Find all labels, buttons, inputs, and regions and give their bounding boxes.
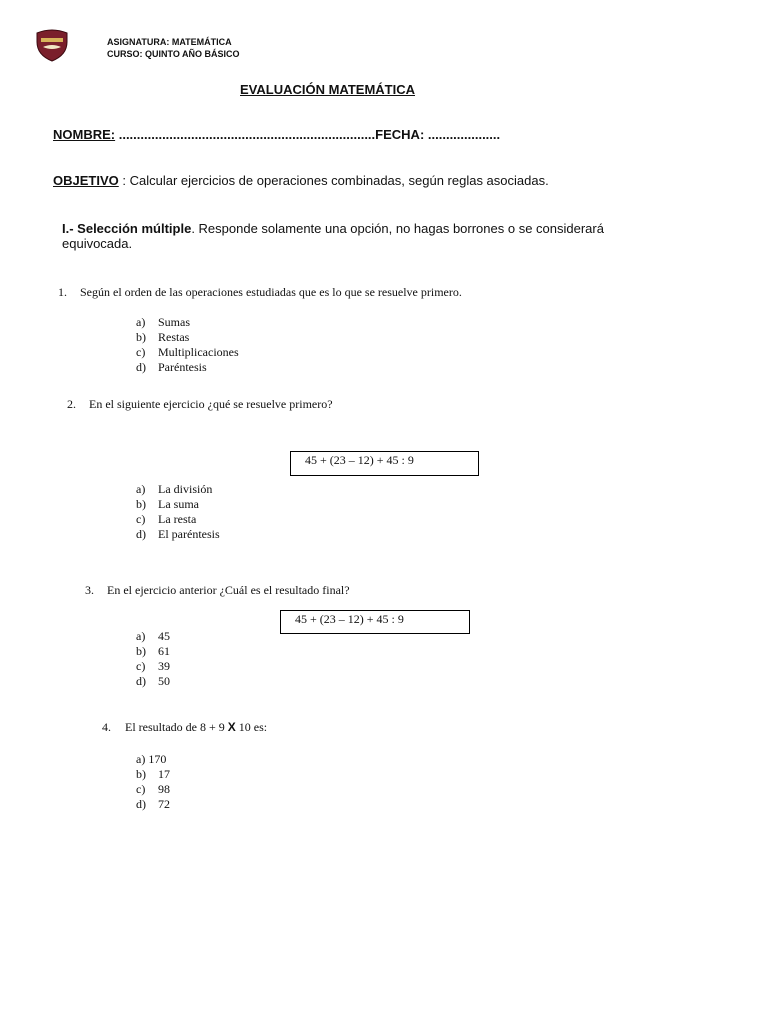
school-crest-icon bbox=[34, 28, 70, 62]
option[interactable]: b) 17 bbox=[136, 767, 170, 781]
question-number: 4. bbox=[102, 720, 111, 734]
option[interactable]: d) El paréntesis bbox=[136, 527, 220, 541]
expression-box: 45 + (23 – 12) + 45 : 9 bbox=[290, 451, 479, 476]
option[interactable]: d) Paréntesis bbox=[136, 360, 207, 374]
question-3-options bbox=[136, 629, 170, 689]
question-number: 1. bbox=[58, 285, 67, 299]
question-2 bbox=[67, 397, 333, 412]
question-2-options bbox=[136, 482, 220, 542]
question-number: 3. bbox=[85, 583, 94, 597]
objective bbox=[53, 173, 549, 188]
section-instructions bbox=[62, 221, 622, 251]
question-text: El resultado de 8 + 9 bbox=[125, 720, 228, 734]
subject-label: ASIGNATURA: MATEMÁTICA bbox=[107, 37, 232, 47]
school-info bbox=[107, 36, 240, 60]
course-label: CURSO: QUINTO AÑO BÁSICO bbox=[107, 49, 240, 59]
page-title: EVALUACIÓN MATEMÁTICA bbox=[240, 82, 416, 97]
option[interactable]: c) 39 bbox=[136, 659, 170, 673]
name-date-line bbox=[53, 127, 500, 142]
question-1 bbox=[58, 285, 462, 300]
option[interactable]: a) La división bbox=[136, 482, 213, 496]
option[interactable]: a) Sumas bbox=[136, 315, 191, 329]
name-field[interactable]: ....................................................................... bbox=[115, 127, 376, 142]
question-text: 10 es: bbox=[235, 720, 268, 734]
option[interactable]: b) Restas bbox=[136, 330, 190, 344]
section-heading: I.- Selección múltiple bbox=[62, 221, 192, 236]
name-label: NOMBRE: bbox=[53, 127, 116, 142]
date-field[interactable]: .................... bbox=[424, 127, 501, 142]
question-4-options bbox=[136, 752, 170, 812]
option[interactable]: b) 61 bbox=[136, 644, 170, 658]
multiply-operator: X bbox=[227, 720, 236, 734]
question-1-options bbox=[136, 315, 239, 375]
question-text: En el siguiente ejercicio ¿qué se resuelve primero? bbox=[89, 397, 333, 411]
option[interactable]: c) Multiplicaciones bbox=[136, 345, 239, 359]
option[interactable]: b) La suma bbox=[136, 497, 199, 511]
option[interactable]: c) La resta bbox=[136, 512, 197, 526]
question-3 bbox=[85, 583, 350, 598]
option[interactable]: a) 170 bbox=[136, 752, 167, 766]
option[interactable]: d) 72 bbox=[136, 797, 170, 811]
objective-label: OBJETIVO bbox=[53, 173, 119, 188]
expression-box: 45 + (23 – 12) + 45 : 9 bbox=[280, 610, 470, 634]
option[interactable]: d) 50 bbox=[136, 674, 170, 688]
date-label: FECHA: bbox=[375, 127, 425, 142]
question-number: 2. bbox=[67, 397, 76, 411]
objective-text: : Calcular ejercicios de operaciones combinadas, según reglas asociadas. bbox=[118, 173, 549, 188]
question-text: En el ejercicio anterior ¿Cuál es el resultado final? bbox=[107, 583, 350, 597]
question-text: Según el orden de las operaciones estudiadas que es lo que se resuelve primero. bbox=[80, 285, 462, 299]
option[interactable]: a) 45 bbox=[136, 629, 170, 643]
section-text: . Responde solamente una opción, no hagas borrones o se considerará equivocada. bbox=[62, 221, 604, 251]
option[interactable]: c) 98 bbox=[136, 782, 170, 796]
question-4 bbox=[102, 720, 267, 735]
